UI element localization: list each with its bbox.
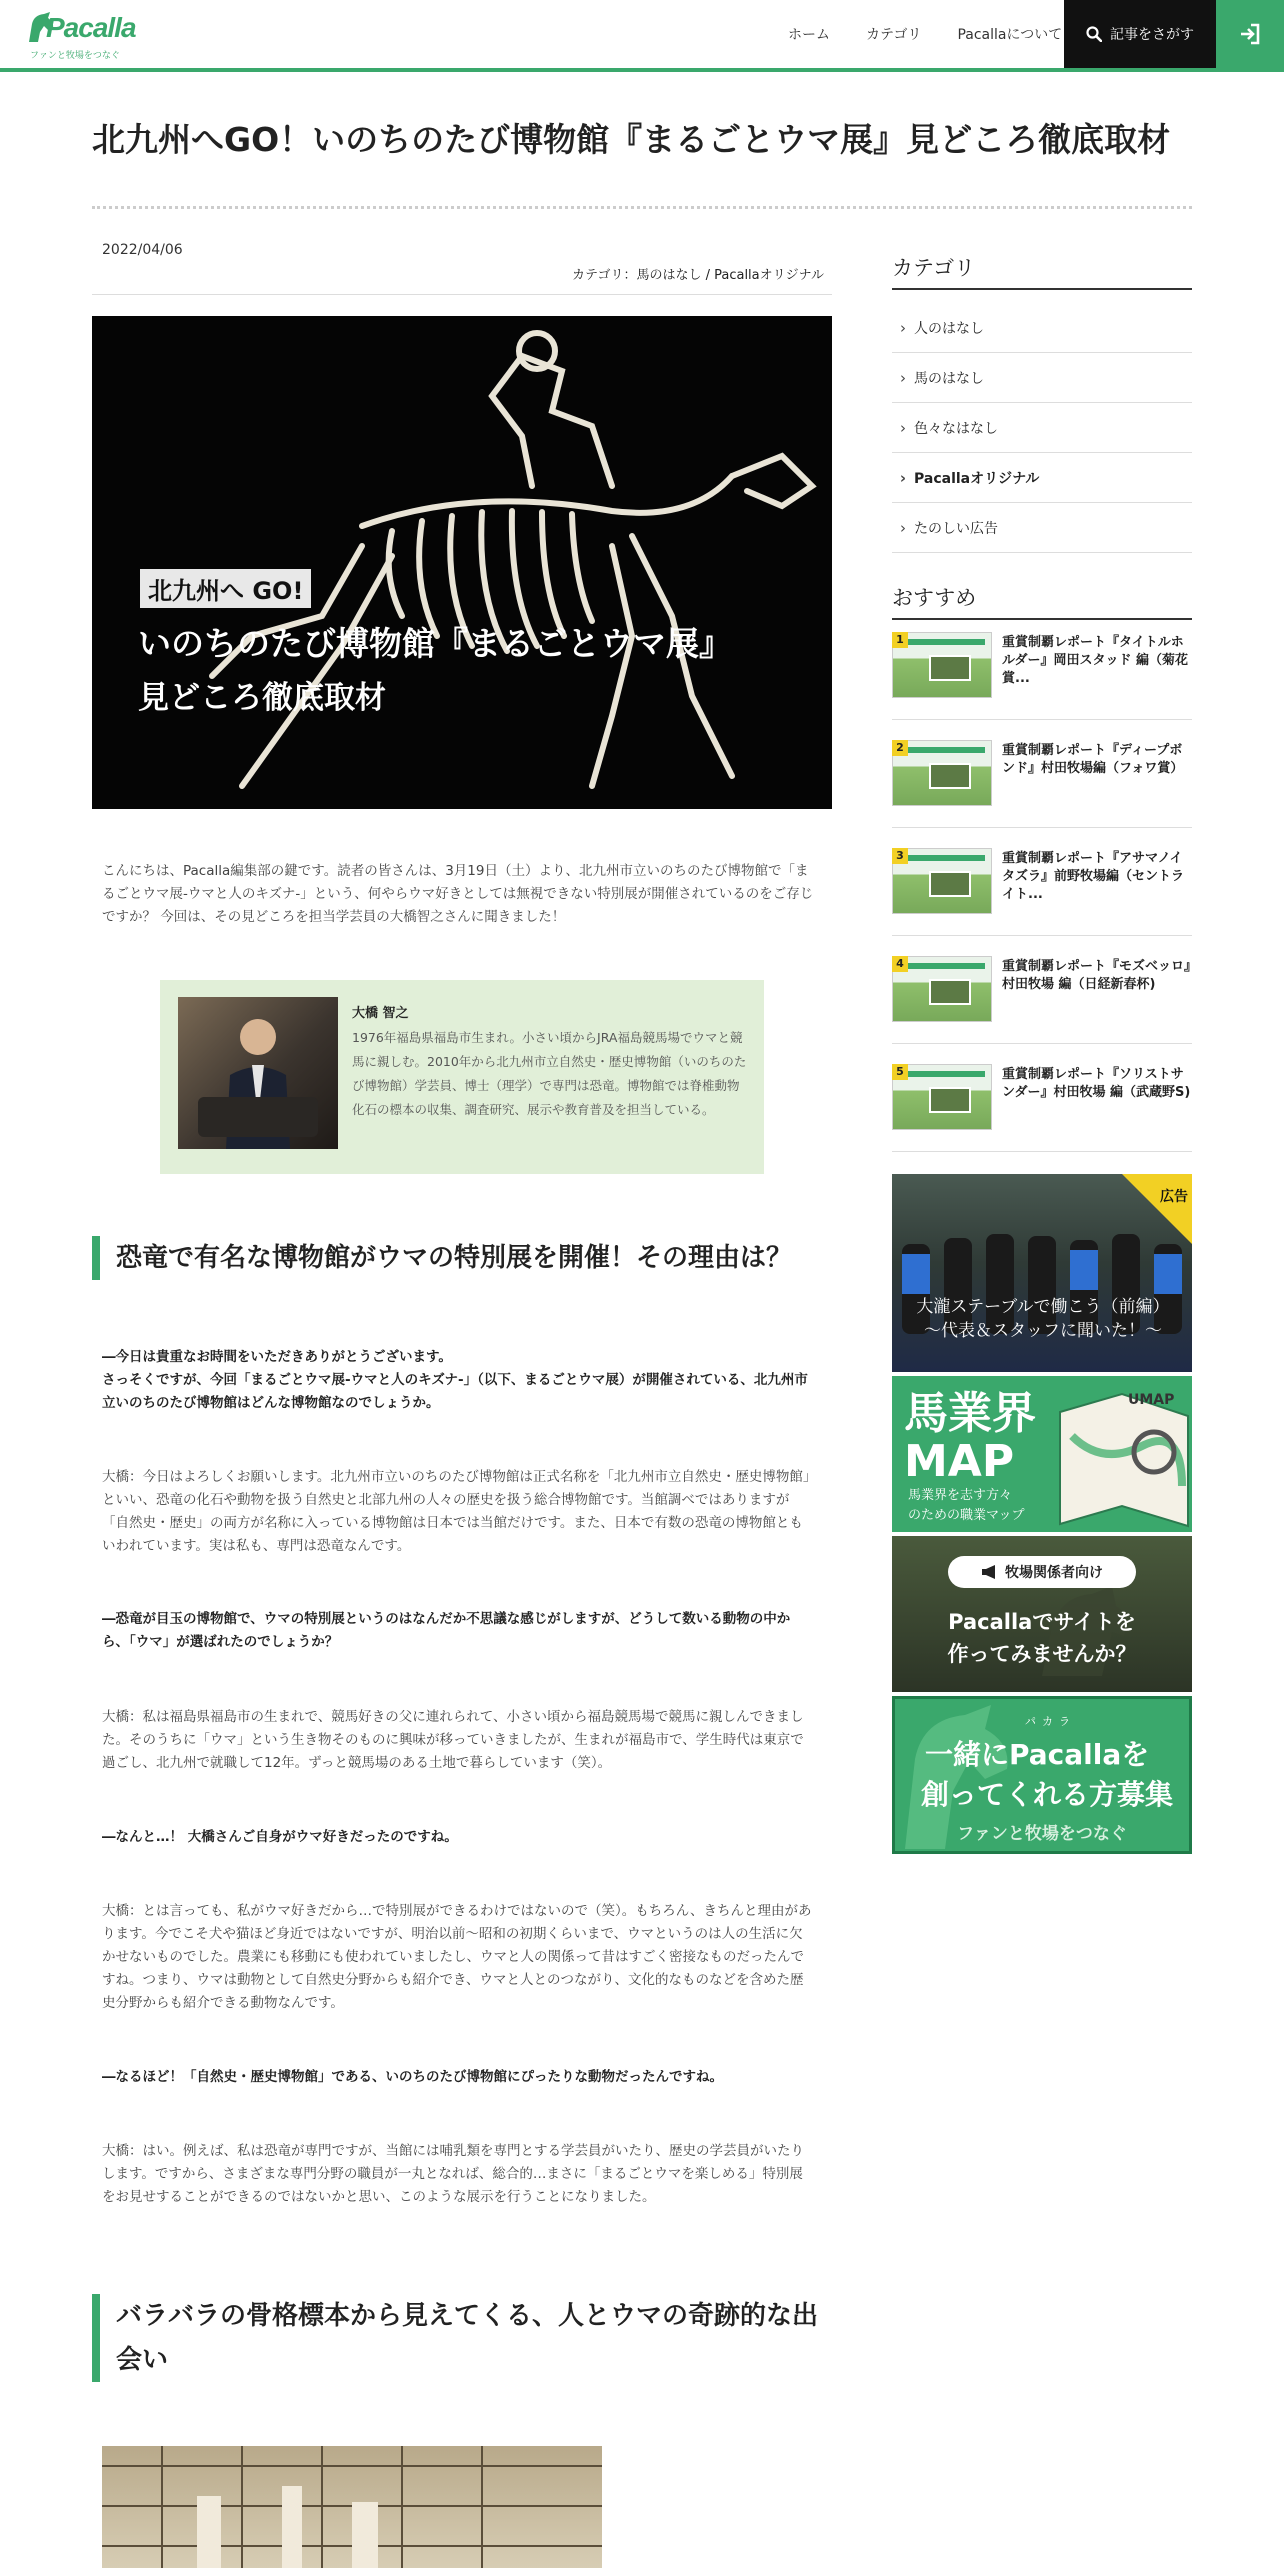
hero-image [92, 316, 832, 809]
profile-bio: 1976年福島県福島市生まれ。小さい頃からJRA福島競馬場でウマと競馬に親しむ。2010年から北九州市立自然史・歴史博物館（いのちのたび博物館）学芸員、博士（理学）で専門は恐竜。博物館では脊椎動物化石の標本の収集、調査研究、展示や教育普及を担当している。 [352, 1030, 747, 1117]
chevron-right-icon: › [900, 318, 906, 337]
section-heading-1: 恐竜で有名な博物館がウマの特別展を開催！その理由は？ [92, 1236, 832, 1280]
ruby-text: パカラ [1025, 1715, 1076, 1728]
interview-answer-4: 大橋：はい。例えば、私は恐竜が専門ですが、当館には哺乳類を専門とする学芸員がいたり、歴史の学芸員がいたりします。ですから、さまざまな専門分野の職員が一丸となれば、総合的…まさに「まるごとウマを楽しめる」特別展をお見せすることができるのではないかと思い、このような展示を行うことになりました。 [102, 2143, 804, 2205]
umap-title: 馬業界 MAP [904, 1388, 1036, 1487]
recommended-item[interactable] [892, 1044, 1192, 1152]
sidebar-item-original[interactable] [892, 453, 1192, 503]
profile-name: 大橋 智之 [352, 1006, 409, 1021]
sidebar-item-ads[interactable] [892, 503, 1192, 553]
recommended-item[interactable] [892, 720, 1192, 828]
interview-question-2: ―恐竜が目玉の博物館で、ウマの特別展というのはなんだか不思議な感じがしますが、どうして数いる動物の中から、「ウマ」が選ばれたのでしょうか？ [102, 1611, 791, 1650]
hero-subheadline: 見どころ徹底取材 [138, 680, 386, 716]
recommended-title: 重賞制覇レポート『タイトルホルダー』岡田スタッド 編（菊花賞... [1002, 635, 1189, 686]
recommended-title: 重賞制覇レポート『ソリストサンダー』村田牧場 編（武蔵野S) [1002, 1067, 1191, 1100]
banner-headline: Pacallaでサイトを [948, 1610, 1136, 1634]
interview-answer-2: 大橋：私は福島県福島市の生まれで、競馬好きの父に連れられて、小さい頃から福島競馬場で競馬に親しんできました。そのうちに「ウマ」という生き物そのものに興味が移っていきましたが、生まれが福島市で、学生時代は東京で過ごし、北九州で就職して12年。ずっと競馬場のある土地で暮らしています（笑）。 [102, 1709, 804, 1771]
umap-banner[interactable] [892, 1376, 1192, 1532]
nav-about[interactable]: Pacallaについて [957, 27, 1063, 43]
banner-subheadline: 作ってみませんか？ [947, 1642, 1137, 1666]
search-label: 記事をさがす [1110, 27, 1194, 43]
horse-skeleton-illustration [92, 316, 832, 809]
interview-question-4: ―なるほど！「自然史・歴史博物館」である、いのちのたび博物館にぴったりな動物だったんですね。 [102, 2069, 723, 2085]
recommended-item[interactable] [892, 936, 1192, 1044]
chevron-right-icon: › [900, 518, 906, 537]
sidebar-recommend-heading: おすすめ [892, 582, 1192, 620]
owners-pill [948, 1556, 1136, 1588]
article-title: 北九州へGO！いのちのたび博物館『まるごとウマ展』見どころ徹底取材 [92, 120, 1171, 159]
search-icon [1086, 26, 1102, 42]
umap-sub-1: 馬業界を志す方々 [908, 1488, 1013, 1503]
rank-badge: 4 [892, 956, 908, 972]
title-divider [92, 206, 1192, 209]
site-header [0, 0, 1284, 72]
banner-headline: 一緒にPacallaを [925, 1738, 1150, 1771]
article-photo [102, 2446, 602, 2568]
sidebar-category-heading: カテゴリ [892, 252, 1192, 290]
banner-subheadline: ～代表＆スタッフに聞いた！～ [924, 1321, 1162, 1341]
owners-pill-label: 牧場関係者向け [1005, 1565, 1103, 1581]
logo-tagline: ファンと牧場をつなぐ [30, 51, 120, 61]
hero-tag: 北九州へ GO! [140, 569, 311, 608]
banner-headline: 大瀧ステーブルで働こう（前編） [916, 1297, 1170, 1317]
sidebar-item-label: Pacallaオリジナル [914, 470, 1040, 487]
umap-logo: UMAP [1128, 1392, 1175, 1408]
article-date: 2022/04/06 [102, 242, 183, 258]
logo-wordmark: Pacalla [46, 12, 136, 43]
sidebar-item-label: 人のはなし [914, 320, 984, 337]
umap-sub-2: のための職業マップ [908, 1508, 1025, 1523]
skeleton-display-photo [102, 2446, 602, 2568]
sidebar-item-label: 色々なはなし [914, 420, 998, 437]
recommended-title: 重賞制覇レポート『アサマノイタズラ』前野牧場編（セントライト... [1002, 851, 1185, 902]
sidebar-item-people[interactable] [892, 303, 1192, 353]
chevron-right-icon: › [900, 368, 906, 387]
recommended-title: 重賞制覇レポート『モズベッロ』村田牧場 編（日経新春杯) [1002, 959, 1191, 992]
nav-category[interactable]: カテゴリ [866, 27, 922, 43]
staff-recruit-banner[interactable] [892, 1174, 1192, 1372]
chevron-right-icon: › [900, 418, 906, 437]
section-heading-2: バラバラの骨格標本から見えてくる、人とウマの奇跡的な出会い [92, 2294, 832, 2382]
banner-tagline: ファンと牧場をつなぐ [957, 1824, 1127, 1844]
main-nav [752, 0, 1062, 68]
ad-badge: 広告 [1160, 1189, 1188, 1205]
profile-photo [178, 997, 338, 1149]
interview-question-1: ―今日は貴重なお時間をいただきありがとうございます。 さっそくですが、今回「まるごとウマ展-ウマと人のキズナ-」（以下、まるごとウマ展）が開催されている、北九州市立いのちのたび博物館はどんな博物館なのでしょうか。 [102, 1349, 808, 1411]
interview-answer-3: 大橋：とは言っても、私がウマ好きだから…で特別展ができるわけではないので（笑）。もちろん、きちんと理由があります。今でこそ犬や猫ほど身近ではないですが、明治以前～昭和の初期くらいまで、ウマというのは人の生活に欠かせないものでした。農業にも移動にも使われていましたし、ウマと人の関係って昔はすごく密接なものだったんですね。つまり、ウマは動物として自然史分野からも紹介でき、ウマと人とのつながり、文化的なものなどを含めた歴史分野からも紹介できる動物なんです。 [102, 1903, 812, 2011]
megaphone-icon [981, 1565, 999, 1579]
search-articles-button[interactable] [1064, 0, 1216, 68]
login-button[interactable] [1216, 0, 1284, 68]
sidebar-item-label: 馬のはなし [914, 370, 984, 387]
chevron-right-icon: › [899, 468, 907, 487]
site-logo[interactable] [28, 8, 148, 64]
recommended-item[interactable] [892, 828, 1192, 936]
intro-paragraph: こんにちは、Pacalla編集部の鍵です。読者の皆さんは、3月19日（土）より、北九州市立いのちのたび博物館で「まるごとウマ展-ウマと人のキズナ-」という、何やらウマ好きとしては無視できない特別展が開催されているのをご存じですか？ 今回は、その見どころを担当学芸員の大橋智之さんに聞きました！ [102, 863, 814, 925]
nav-home[interactable]: ホーム [788, 27, 830, 43]
banner-subheadline: 創ってくれる方募集 [921, 1778, 1174, 1811]
recommended-title: 重賞制覇レポート『ディープボンド』村田牧場編（フォワ賞） [1002, 743, 1184, 776]
sidebar-item-horse[interactable] [892, 353, 1192, 403]
rank-badge: 5 [892, 1064, 908, 1080]
profile-box [160, 980, 764, 1174]
recommended-item[interactable] [892, 612, 1192, 720]
meta-divider [92, 294, 832, 295]
interview-question-3: ―なんと…！ 大橋さんご自身がウマ好きだったのですね。 [102, 1829, 458, 1845]
rank-badge: 1 [892, 632, 908, 648]
article-category-line[interactable]: カテゴリ：馬のはなし / Pacallaオリジナル [571, 268, 824, 283]
sidebar-item-label: たのしい広告 [914, 520, 998, 537]
rank-badge: 3 [892, 848, 908, 864]
sidebar-item-misc[interactable] [892, 403, 1192, 453]
interview-answer-1: 大橋：今日はよろしくお願いします。北九州市立いのちのたび博物館は正式名称を「北九州市立自然史・歴史博物館」といい、恐竜の化石や動物を扱う自然史と北部九州の人々の歴史を扱う総合博物館です。当館調べではありますが「自然史・歴史」の両方が名称に入っている博物館は日本では当館だけです。また、日本で有数の恐竜の博物館ともいわれています。実は私も、専門は恐竜なんです。 [102, 1469, 810, 1554]
staff-group-photo [892, 1174, 1192, 1372]
person-photo-illustration [178, 997, 338, 1149]
join-pacalla-banner[interactable] [892, 1696, 1192, 1854]
rank-badge: 2 [892, 740, 908, 756]
site-creation-banner[interactable] [892, 1536, 1192, 1692]
login-icon [1238, 22, 1262, 46]
hero-headline: いのちのたび博物館『まるごとウマ展』 [138, 624, 732, 663]
